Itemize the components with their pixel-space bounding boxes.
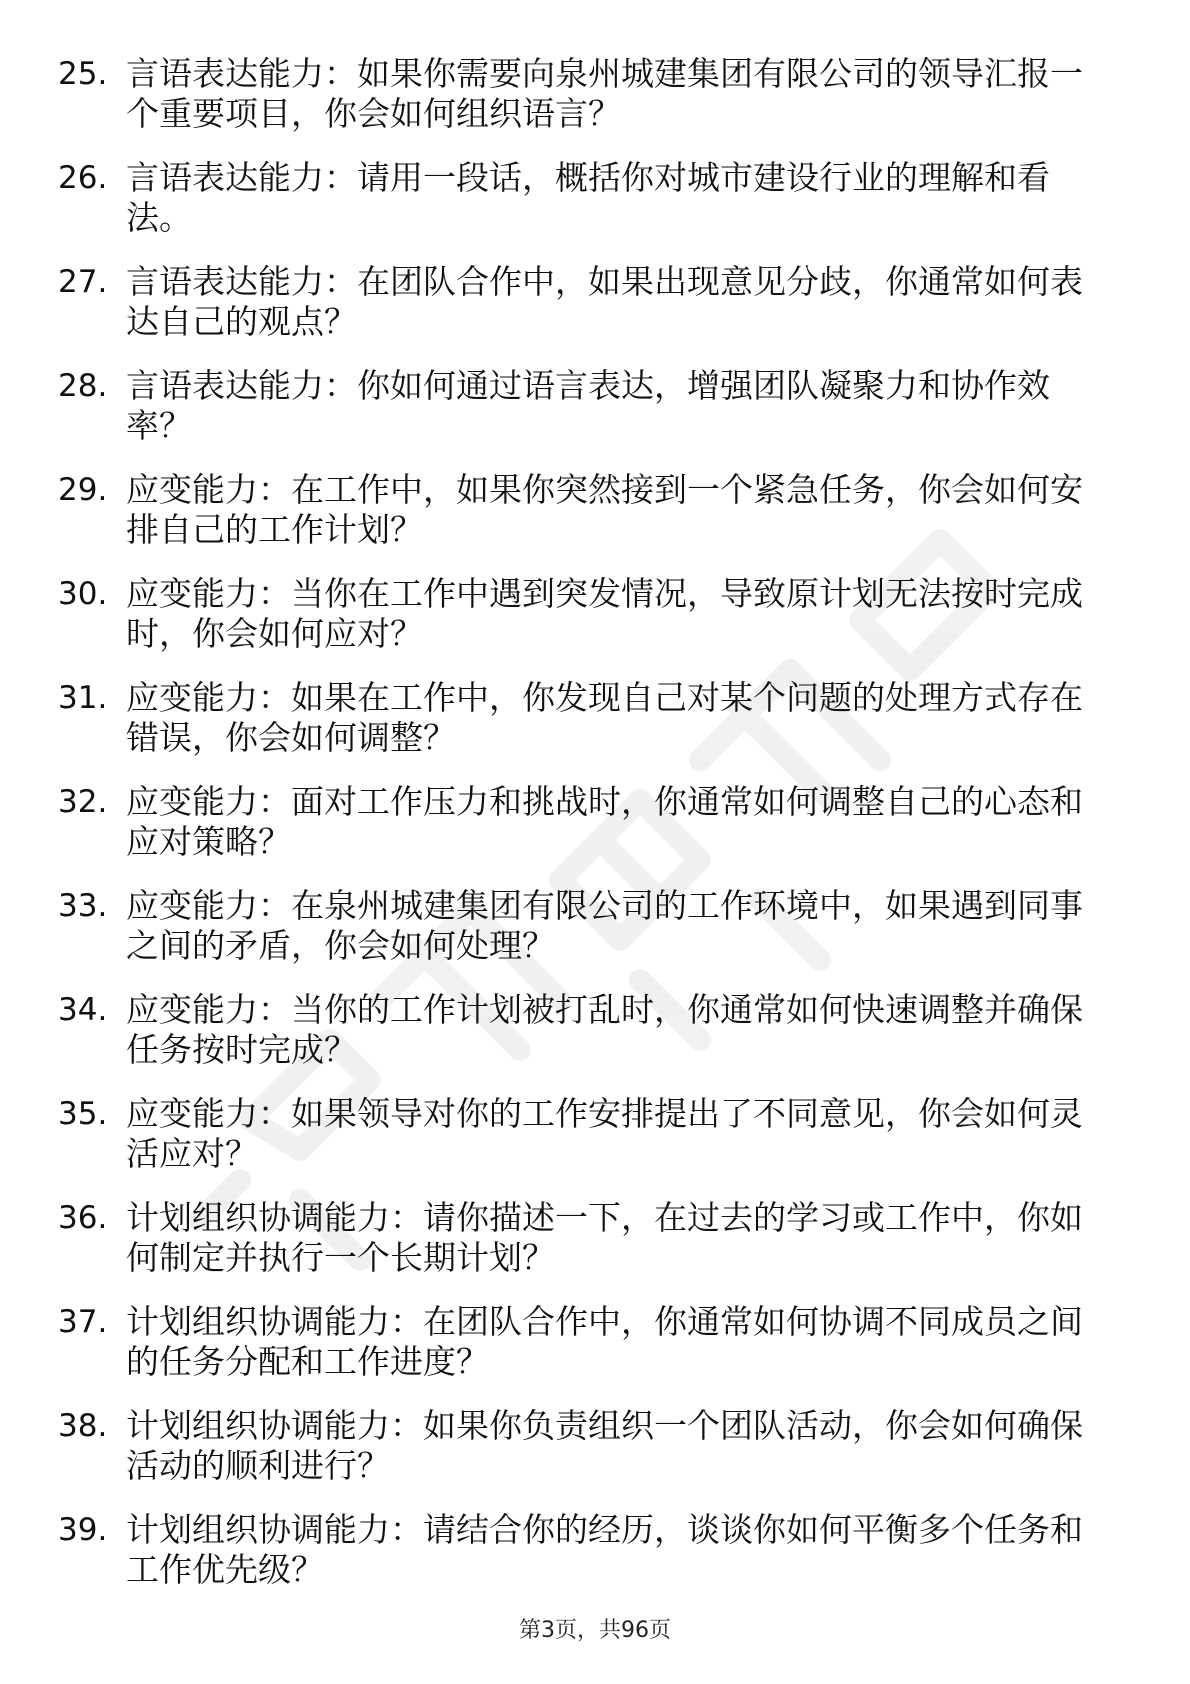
question-text: 应变能力：如果在工作中，你发现自己对某个问题的处理方式存在错误，你会如何调整？	[126, 678, 1083, 757]
question-text: 计划组织协调能力：在团队合作中，你通常如何协调不同成员之间的任务分配和工作进度？	[126, 1302, 1083, 1381]
question-text: 应变能力：如果领导对你的工作安排提出了不同意见，你会如何灵活应对？	[126, 1094, 1083, 1173]
question-text: 应变能力：当你在工作中遇到突发情况，导致原计划无法按时完成时，你会如何应对？	[126, 574, 1083, 653]
question-number: 31.	[58, 680, 108, 716]
question-number: 39.	[58, 1512, 108, 1548]
list-item	[58, 574, 1108, 678]
question-number: 35.	[58, 1096, 108, 1132]
question-number: 32.	[58, 784, 108, 820]
question-text: 言语表达能力：如果你需要向泉州城建集团有限公司的领导汇报一个重要项目，你会如何组织语言？	[126, 54, 1083, 133]
question-number: 29.	[58, 472, 108, 508]
question-text: 应变能力：当你的工作计划被打乱时，你通常如何快速调整并确保任务按时完成？	[126, 990, 1083, 1069]
question-text: 计划组织协调能力：请你描述一下，在过去的学习或工作中，你如何制定并执行一个长期计划？	[126, 1198, 1083, 1277]
question-number: 34.	[58, 992, 108, 1028]
question-number: 38.	[58, 1408, 108, 1444]
list-item	[58, 886, 1108, 990]
question-number: 37.	[58, 1304, 108, 1340]
question-list	[58, 54, 1108, 1614]
question-text: 应变能力：在工作中，如果你突然接到一个紧急任务，你会如何安排自己的工作计划？	[126, 470, 1083, 549]
question-number: 36.	[58, 1200, 108, 1236]
question-number: 33.	[58, 888, 108, 924]
list-item	[58, 782, 1108, 886]
list-item	[58, 54, 1108, 158]
question-number: 30.	[58, 576, 108, 612]
question-text: 言语表达能力：你如何通过语言表达，增强团队凝聚力和协作效率？	[126, 366, 1050, 445]
question-number: 28.	[58, 368, 108, 404]
page-footer	[0, 1613, 1190, 1644]
list-item	[58, 1510, 1108, 1614]
question-number: 27.	[58, 264, 108, 300]
list-item	[58, 1302, 1108, 1406]
list-item	[58, 158, 1108, 262]
question-text: 言语表达能力：在团队合作中，如果出现意见分歧，你通常如何表达自己的观点？	[126, 262, 1083, 341]
list-item	[58, 262, 1108, 366]
question-text: 计划组织协调能力：如果你负责组织一个团队活动，你会如何确保活动的顺利进行？	[126, 1406, 1083, 1485]
question-text: 言语表达能力：请用一段话，概括你对城市建设行业的理解和看法。	[126, 158, 1050, 237]
list-item	[58, 1094, 1108, 1198]
page-number-label: 第3页，共96页	[519, 1618, 671, 1643]
list-item	[58, 366, 1108, 470]
list-item	[58, 678, 1108, 782]
question-text: 应变能力：面对工作压力和挑战时，你通常如何调整自己的心态和应对策略？	[126, 782, 1083, 861]
list-item	[58, 1198, 1108, 1302]
list-item	[58, 470, 1108, 574]
question-text: 计划组织协调能力：请结合你的经历，谈谈你如何平衡多个任务和工作优先级？	[126, 1510, 1083, 1589]
question-number: 25.	[58, 56, 108, 92]
question-number: 26.	[58, 160, 108, 196]
question-text: 应变能力：在泉州城建集团有限公司的工作环境中，如果遇到同事之间的矛盾，你会如何处理？	[126, 886, 1083, 965]
list-item	[58, 1406, 1108, 1510]
list-item	[58, 990, 1108, 1094]
